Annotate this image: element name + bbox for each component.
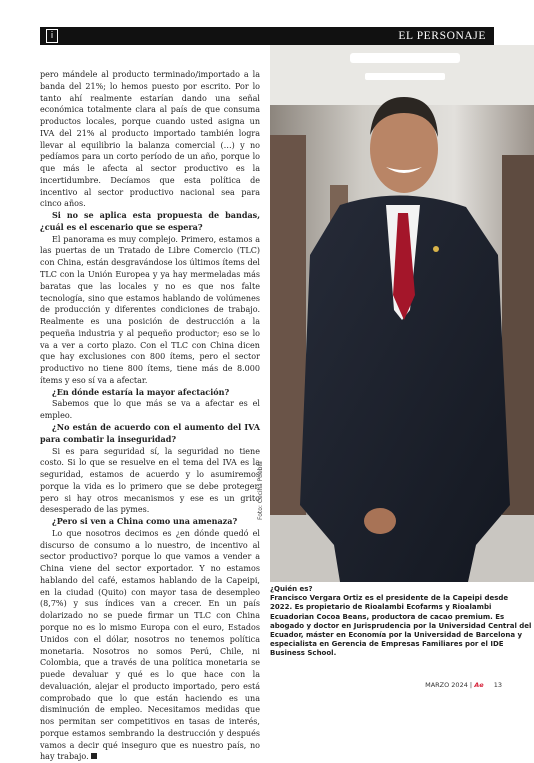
photo-credit: Foto: Cecilia Puebla [257, 461, 264, 520]
bio-caption [270, 585, 532, 659]
end-of-article-mark [91, 753, 97, 759]
section-header-bar [40, 27, 494, 45]
answer-vat: Si es para seguridad sí, la seguridad no tiene costo. Si lo que se resuelve en el tema del IVA es la seguridad, estamos de acuerdo y lo asumiremos porque la vida es lo primero que se debe proteger, pero si hay otros mecanismos y ese es un grito desesperado de las pymes. [40, 446, 260, 515]
portrait-illustration [270, 45, 534, 582]
magazine-logo: Ae [474, 681, 484, 689]
page-footer [425, 681, 502, 689]
question-china: ¿Pero si ven a China como una amenaza? [52, 516, 238, 527]
footer-divider: | [469, 681, 475, 689]
info-box-icon: i [46, 29, 58, 43]
answer-bands: El panorama es muy complejo. Primero, estamos a las puertas de un Tratado de Libre Comercio (TLC) con China, están desgravándose los últimos ítems del TLC con la Unión Europea y ya hay mermeladas más baratas que las locales y no es que nos falte tecnología, sino que estamos hablando de volúmenes de producción y diferentes condiciones de trabajo. Realmente es una posición de destrucción a la pequeña industria y al pequeño productor; eso se lo va a ver a corto plazo. Con el TLC con China dicen que hay exclusiones con 800 ítems, pero el sector productivo no tiene 800 ítems, tiene más de 8.000 ítems y eso sí va a afectar. [40, 234, 260, 385]
caption-heading: ¿Quién es? [270, 585, 313, 593]
answer-china [40, 528, 260, 763]
portrait-photo [270, 45, 534, 582]
article-body [40, 69, 260, 763]
page-number: 13 [493, 681, 502, 689]
question-vat: ¿No están de acuerdo con el aumento del IVA para combatir la inseguridad? [40, 421, 260, 444]
answer-china-text: Lo que nosotros decimos es ¿en dónde quedó el discurso de consumo a lo nuestro, de incentivo al sector productivo? porque lo que vamos a vender a China viene del sector exportador. Y no estamos hablando del café, estamos hablando de la Capeipi, en la ciudad (Quito) con mayor tasa de desempleo (8,7%) y sus índices van a crecer. En un país dolarizado no se puede firmar un TLC con China porque no es lo mismo Europa con el euro, Estados Unidos con el dólar, nosotros no tenemos política monetaria. Nosotros no somos Perú, Chile, ni Colombia, que a través de una política monetaria se puede devaluar y qué es lo que hace con la devaluación, alejar el producto importado, pero está comprobado que lo que están haciendo es una disminución de empleo. Necesitamos medidas que nos permitan ser competitivos en tasas de interés, porque estamos sembrando la destrucción y después vamos a decir qué inseguro que es nuestro país, no hay trabajo. [40, 528, 260, 762]
caption-text: Francisco Vergara Ortiz es el presidente de la Capeipi desde 2022. Es propietario de Rioalambi Ecofarms y Rioalambi Ecuadorian Cocoa Beans, productora de cacao premium. Es abogado y doctor en Jurisprudencia por la Universidad Central del Ecuador, máster en Economía por la Universidad de Barcelona y especialista en Gerencia de Empresas Familiares por el IDE Business School. [270, 594, 532, 658]
answer-impact: Sabemos que lo que más se va a afectar es el empleo. [40, 399, 260, 421]
paragraph-continuation: pero mándele al producto terminado/importado a la banda del 21%; lo hemos puesto por escrito. Por lo tanto ahí realmente estarían dando una señal económica totalmente clara al país de que consuma productos locales, porque cuando usted asigna un IVA del 21% al producto importado también logra llevar al equilibrio la balanza comercial (…) y no pedíamos para un corto período de un año, porque lo que más le afecta al sector productivo es la incertidumbre. Decíamos que esta política de incentivo al sector productivo nacional sea para cinco años. [40, 70, 260, 209]
section-title: EL PERSONAJE [398, 30, 486, 42]
question-impact: ¿En dónde estaría la mayor afectación? [52, 386, 230, 397]
issue-date: MARZO 2024 [425, 681, 468, 689]
question-bands: Si no se aplica esta propuesta de bandas, ¿cuál es el escenario que se espera? [40, 210, 260, 232]
